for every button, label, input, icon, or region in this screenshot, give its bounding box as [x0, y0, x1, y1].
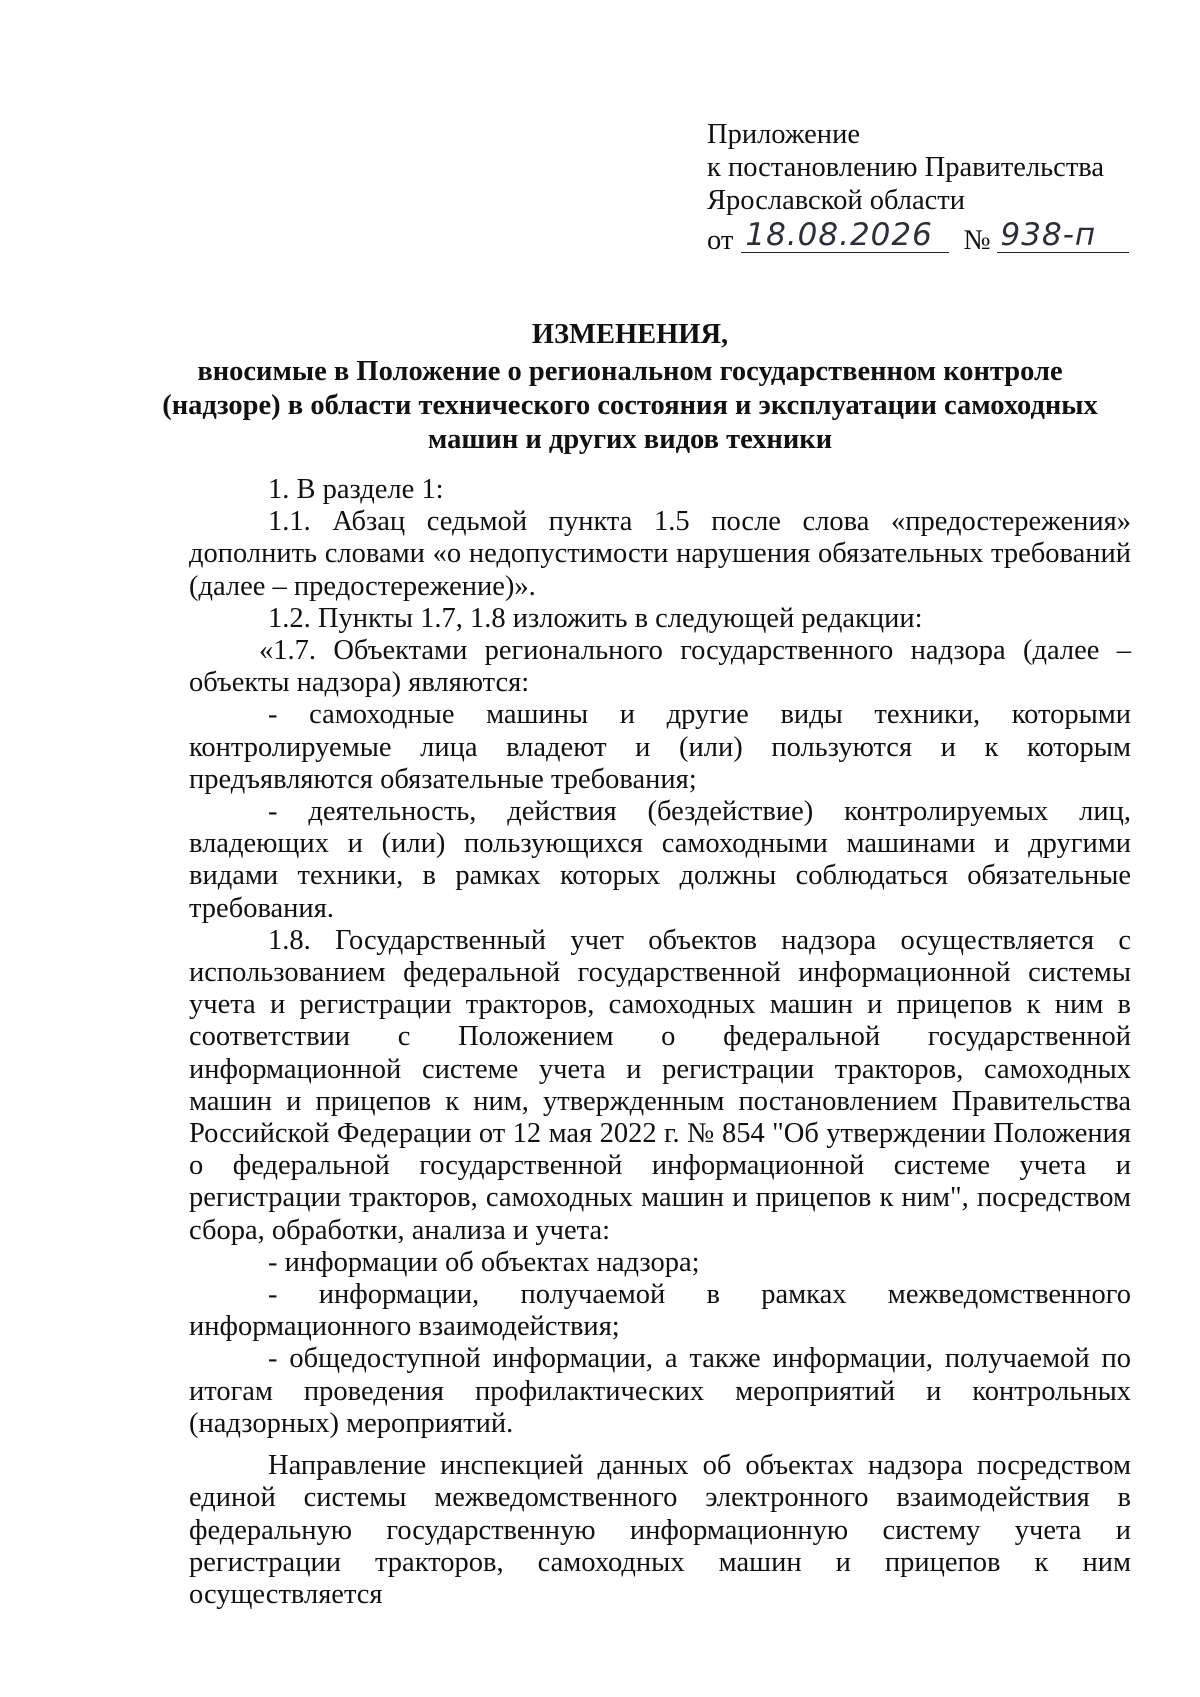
list-item-objects-info: - информации об объектах надзора; — [268, 1246, 700, 1278]
list-item-interagency-info: - информации, получаемой в рамках межведомственного информационного взаимодействия; — [189, 1279, 1131, 1343]
list-item-self-propelled: - самоходные машины и другие виды техники, которыми контролируемые лица владеют и (или) пользуются и к которым предъявляются обязательные требования; — [189, 699, 1131, 795]
paragraph-1-2: 1.2. Пункты 1.7, 1.8 изложить в следующей редакции: — [268, 602, 923, 634]
document-body — [189, 474, 1131, 1611]
number-label: № — [963, 225, 991, 256]
handwritten-date: 18.08.2026 — [745, 217, 933, 253]
paragraph-section-1: 1. В разделе 1: — [268, 474, 444, 505]
title-sub-2: (надзоре) в области технического состояния и эксплуатации самоходных — [162, 390, 1098, 421]
date-prefix: от — [707, 225, 734, 256]
title-sub-1: вносимые в Положение о региональном государственном контроле — [197, 356, 1063, 387]
title-sub-3: машин и других видов техники — [427, 424, 833, 455]
paragraph-1-7: «1.7. Объектами регионального государственного надзора (далее – объекты надзора) являются: — [189, 635, 1131, 699]
appendix-line-2: к постановлению Правительства — [707, 152, 1105, 183]
date-field — [741, 217, 949, 253]
handwritten-number: 938-п — [1000, 217, 1097, 253]
list-item-public-info: - общедоступной информации, а также информации, получаемой по итогам проведения профилактических мероприятий и контрольных (надзорных) мероприятий. — [189, 1343, 1131, 1439]
title-main: ИЗМЕНЕНИЯ, — [531, 319, 729, 350]
number-field — [997, 217, 1129, 253]
list-item-activity: - деятельность, действия (бездействие) контролируемых лиц, владеющих и (или) пользующихся самоходными машинами и другими видами техники, в рамках которых должны соблюдаться обязательные требования. — [189, 796, 1131, 924]
paragraph-data-transfer: Направление инспекцией данных об объектах надзора посредством единой системы межведомственного электронного взаимодействия в федеральную государственную информационную систему учета и регистрации тракторов, самоходных машин и прицепов к ним осуществляется — [189, 1450, 1131, 1610]
appendix-date-line — [707, 217, 1177, 257]
document-title — [150, 318, 1110, 457]
appendix-block — [707, 118, 1177, 257]
paragraph-1-1: 1.1. Абзац седьмой пункта 1.5 после слова «предостережения» дополнить словами «о недопустимости нарушения обязательных требований (далее – предостережение)». — [189, 506, 1131, 602]
appendix-line-1: Приложение — [707, 119, 860, 150]
appendix-line-3: Ярославской области — [707, 185, 965, 216]
paragraph-1-8: 1.8. Государственный учет объектов надзора осуществляется с использованием федеральной государственной информационной системы учета и регистрации тракторов, самоходных машин и прицепов к ним в соответствии с Положением о федеральной государственной информационной системе учета и регистрации тракторов, самоходных машин и прицепов к ним, утвержденным постановлением Правительства Российской Федерации от 12 мая 2022 г. № 854 "Об утверждении Положения о федеральной государственной информационной системе учета и регистрации тракторов, самоходных машин и прицепов к ним", посредством сбора, обработки, анализа и учета: — [189, 924, 1131, 1246]
